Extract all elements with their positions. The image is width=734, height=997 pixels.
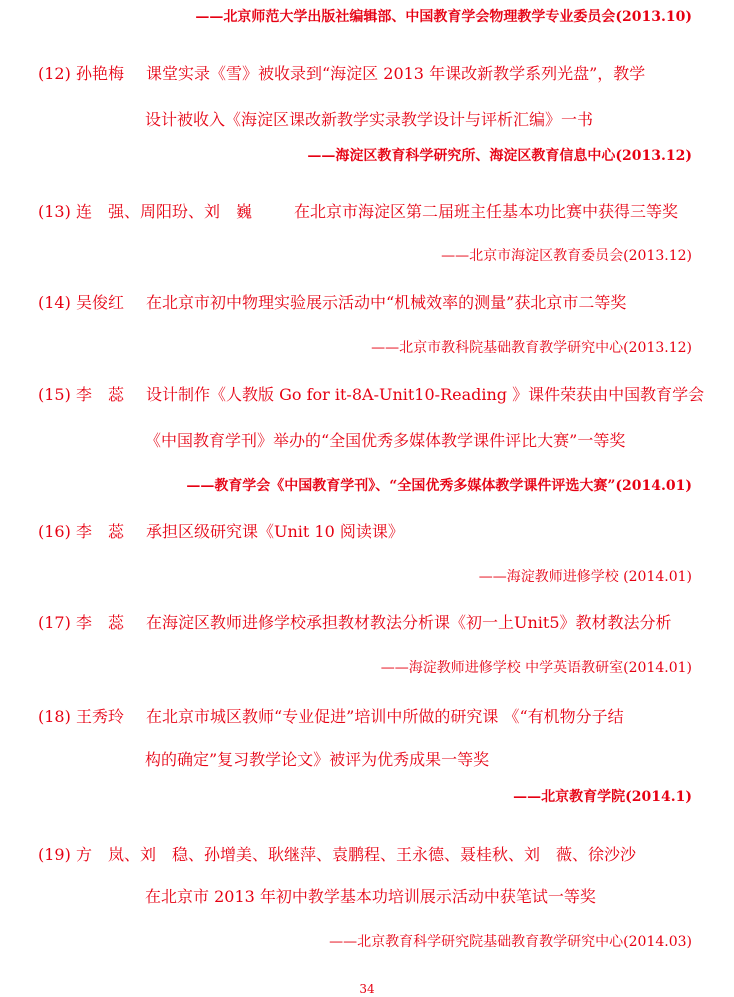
entry-13-source: ——北京市海淀区教育委员会(2013.12)	[441, 248, 692, 264]
entry-18-text2: 构的确定”复习教学论文》被评为优秀成果一等奖	[145, 750, 490, 769]
entry-19-line1	[38, 845, 636, 865]
entry-19-text1: 在北京市 2013 年初中教学基本功培训展示活动中获笔试一等奖	[145, 887, 596, 906]
entry-16-line1	[38, 522, 404, 542]
entry-12-name: 孙艳梅	[76, 64, 125, 83]
entry-15-line1	[38, 385, 704, 405]
entry-18-text1: 在北京市城区教师“专业促进”培训中所做的研究课 《“有机物分子结	[146, 707, 624, 726]
entry-17-source: ——海淀教师进修学校 中学英语教研室(2014.01)	[380, 660, 692, 676]
entry-16-name: 李 蕊	[76, 522, 125, 541]
entry-14-source: ——北京市教科院基础教育教学研究中心(2013.12)	[371, 340, 692, 356]
entry-14-line1	[38, 293, 626, 313]
entry-12-text1: 课堂实录《雪》被收录到“海淀区 2013 年课改新教学系列光盘”，教学	[146, 64, 646, 83]
entry-18-number: (18)	[38, 707, 71, 726]
entry-17-text1: 在海淀区教师进修学校承担教材教法分析课《初一上Unit5》教材教法分析	[146, 613, 672, 632]
entry-15-text2: 《中国教育学刊》举办的“全国优秀多媒体教学课件评比大赛”一等奖	[145, 431, 626, 450]
entry-16-number: (16)	[38, 522, 71, 541]
entry-17-name: 李 蕊	[76, 613, 125, 632]
entry-16-source: ——海淀教师进修学校 (2014.01)	[478, 569, 692, 585]
entry-13-line1	[38, 202, 678, 222]
entry-12-text2: 设计被收入《海淀区课改新教学实录教学设计与评析汇编》一书	[145, 110, 594, 129]
entry-14-text1: 在北京市初中物理实验展示活动中“机械效率的测量”获北京市二等奖	[146, 293, 627, 312]
entry-17-number: (17)	[38, 613, 71, 632]
entry-19-name: 方 岚、刘 稳、孙增美、耿继萍、袁鹏程、王永德、聂桂秋、刘 薇、徐沙沙	[76, 845, 637, 864]
entry-13-text1: 在北京市海淀区第二届班主任基本功比赛中获得三等奖	[294, 202, 679, 221]
entry-18-line1	[38, 707, 624, 727]
entry-19-number: (19)	[38, 845, 71, 864]
entry-18-name: 王秀玲	[76, 707, 125, 726]
entry-15-text1: 设计制作《人教版 Go for it-8A-Unit10-Reading 》课件荣获由中国教育学会	[146, 385, 705, 404]
entry-19-source: ——北京教育科学研究院基础教育教学研究中心(2014.03)	[329, 934, 692, 950]
entry-15-name: 李 蕊	[76, 385, 125, 404]
entry-14-name: 吴俊红	[76, 293, 125, 312]
entry-17-line1	[38, 613, 672, 633]
entry-15-number: (15)	[38, 385, 71, 404]
entry-12-number: (12)	[38, 64, 71, 83]
entry-18-source: ——北京教育学院(2014.1)	[513, 789, 692, 805]
entry-15-source: ——教育学会《中国教育学刊》、“全国优秀多媒体教学课件评选大赛”(2014.01)	[186, 478, 692, 494]
entry-16-text1: 承担区级研究课《Unit 10 阅读课》	[146, 522, 404, 541]
entry-12-line1	[38, 64, 645, 84]
entry-13-number: (13)	[38, 202, 71, 221]
entry-11-source: ——北京师范大学出版社编辑部、中国教育学会物理教学专业委员会(2013.10)	[195, 9, 692, 25]
entry-12-source: ——海淀区教育科学研究所、海淀区教育信息中心(2013.12)	[307, 148, 692, 164]
entry-13-name: 连 强、周阳玢、刘 巍	[76, 202, 253, 221]
entry-14-number: (14)	[38, 293, 71, 312]
page-number: 34	[359, 982, 375, 996]
